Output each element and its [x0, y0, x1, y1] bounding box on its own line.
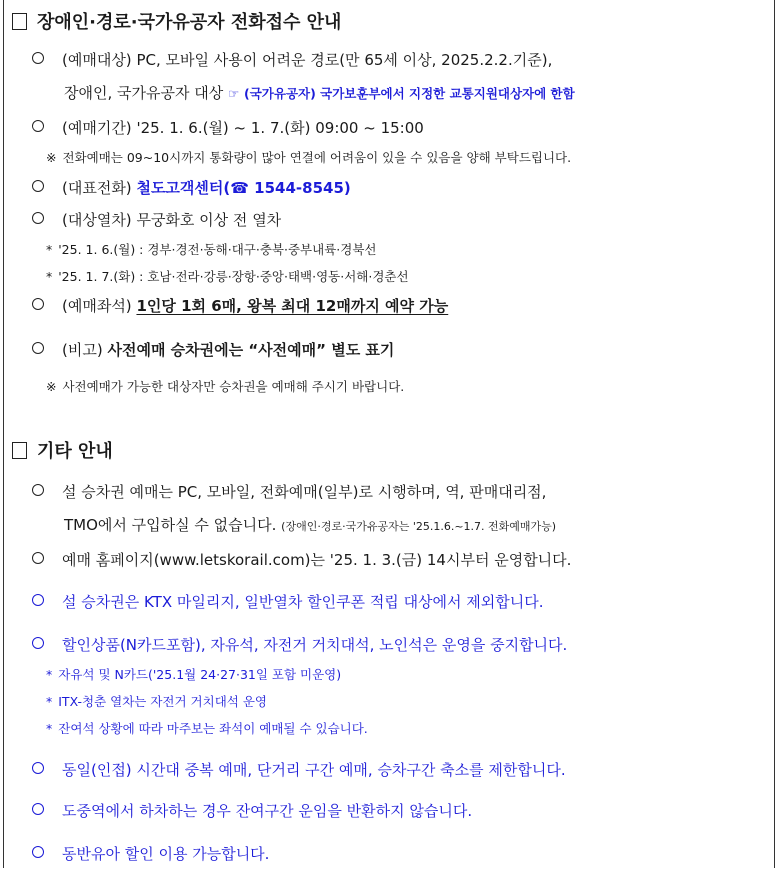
trains-item: (대상열차) 무궁화호 이상 전 열차	[32, 209, 281, 231]
info-item-5: 동일(인접) 시간대 중복 예매, 단거리 구간 예매, 승차구간 축소를 제한합니다.	[32, 759, 566, 781]
circle-bullet-icon	[32, 552, 44, 564]
info-item-1: 설 승차권 예매는 PC, 모바일, 전화예매(일부)로 시행하며, 역, 판매대리점,	[32, 481, 546, 503]
circle-bullet-icon	[32, 342, 44, 354]
circle-bullet-icon	[32, 762, 44, 774]
target-item-cont: 장애인, 국가유공자 대상 ☞ (국가유공자) 국가보훈부에서 지정한 교통지원대상자에 한함	[64, 84, 575, 102]
info-item-3: 설 승차권은 KTX 마일리지, 일반열차 할인쿠폰 적립 대상에서 제외합니다.	[32, 591, 544, 613]
section-heading: 기타 안내	[12, 437, 113, 463]
info-item-4-note2: * ITX-청춘 열차는 자전거 거치대석 운영	[46, 694, 267, 709]
period-note: ※ 전화예매는 09~10시까지 통화량이 많아 연결에 어려움이 있을 수 있음을 양해 부탁드립니다.	[46, 150, 572, 165]
circle-bullet-icon	[32, 180, 44, 192]
period-item: (예매기간) '25. 1. 6.(월) ~ 1. 7.(화) 09:00 ~ 15:00	[32, 117, 424, 139]
remarks-item: (비고) 사전예매 승차권에는 “사전예매” 별도 표기	[32, 339, 394, 361]
square-bullet-icon	[12, 442, 27, 459]
circle-bullet-icon	[32, 52, 44, 64]
trains-day1: * '25. 1. 6.(월) : 경부·경전·동해·대구·충북·중부내륙·경북선	[46, 242, 377, 257]
section-heading: 장애인·경로·국가유공자 전화접수 안내	[12, 8, 341, 34]
target-item: (예매대상) PC, 모바일 사용이 어려운 경로(만 65세 이상, 2025.2.2.기준),	[32, 49, 552, 71]
circle-bullet-icon	[32, 803, 44, 815]
hand-pointer-icon: ☞	[228, 86, 240, 101]
info-item-4: 할인상품(N카드포함), 자유석, 자전거 거치대석, 노인석은 운영을 중지합니다.	[32, 634, 567, 656]
trains-day2: * '25. 1. 7.(화) : 호남·전라·강릉·장항·중앙·태백·영동·서해·경춘선	[46, 269, 409, 284]
circle-bullet-icon	[32, 298, 44, 310]
seats-item: (예매좌석) 1인당 1회 6매, 왕복 최대 12매까지 예약 가능	[32, 295, 448, 317]
circle-bullet-icon	[32, 846, 44, 858]
info-item-6: 도중역에서 하차하는 경우 잔여구간 운임을 반환하지 않습니다.	[32, 800, 472, 822]
circle-bullet-icon	[32, 484, 44, 496]
circle-bullet-icon	[32, 212, 44, 224]
square-bullet-icon	[12, 13, 27, 30]
info-item-4-note3: * 잔여석 상황에 따라 마주보는 좌석이 예매될 수 있습니다.	[46, 721, 368, 736]
circle-bullet-icon	[32, 594, 44, 606]
info-item-4-note1: * 자유석 및 N카드('25.1월 24·27·31일 포함 미운영)	[46, 667, 342, 682]
remarks-note: ※ 사전예매가 가능한 대상자만 승차권을 예매해 주시기 바랍니다.	[46, 379, 405, 394]
info-item-2: 예매 홈페이지(www.letskorail.com)는 '25. 1. 3.(금) 14시부터 운영합니다.	[32, 549, 571, 571]
circle-bullet-icon	[32, 120, 44, 132]
info-item-1-cont: TMO에서 구입하실 수 없습니다. (장애인·경로·국가유공자는 '25.1.6.~1.7. 전화예매가능)	[64, 516, 557, 534]
phone-item: (대표전화) 철도고객센터(☎ 1544-8545)	[32, 177, 351, 199]
circle-bullet-icon	[32, 637, 44, 649]
info-item-7: 동반유아 할인 이용 가능합니다.	[32, 843, 269, 865]
